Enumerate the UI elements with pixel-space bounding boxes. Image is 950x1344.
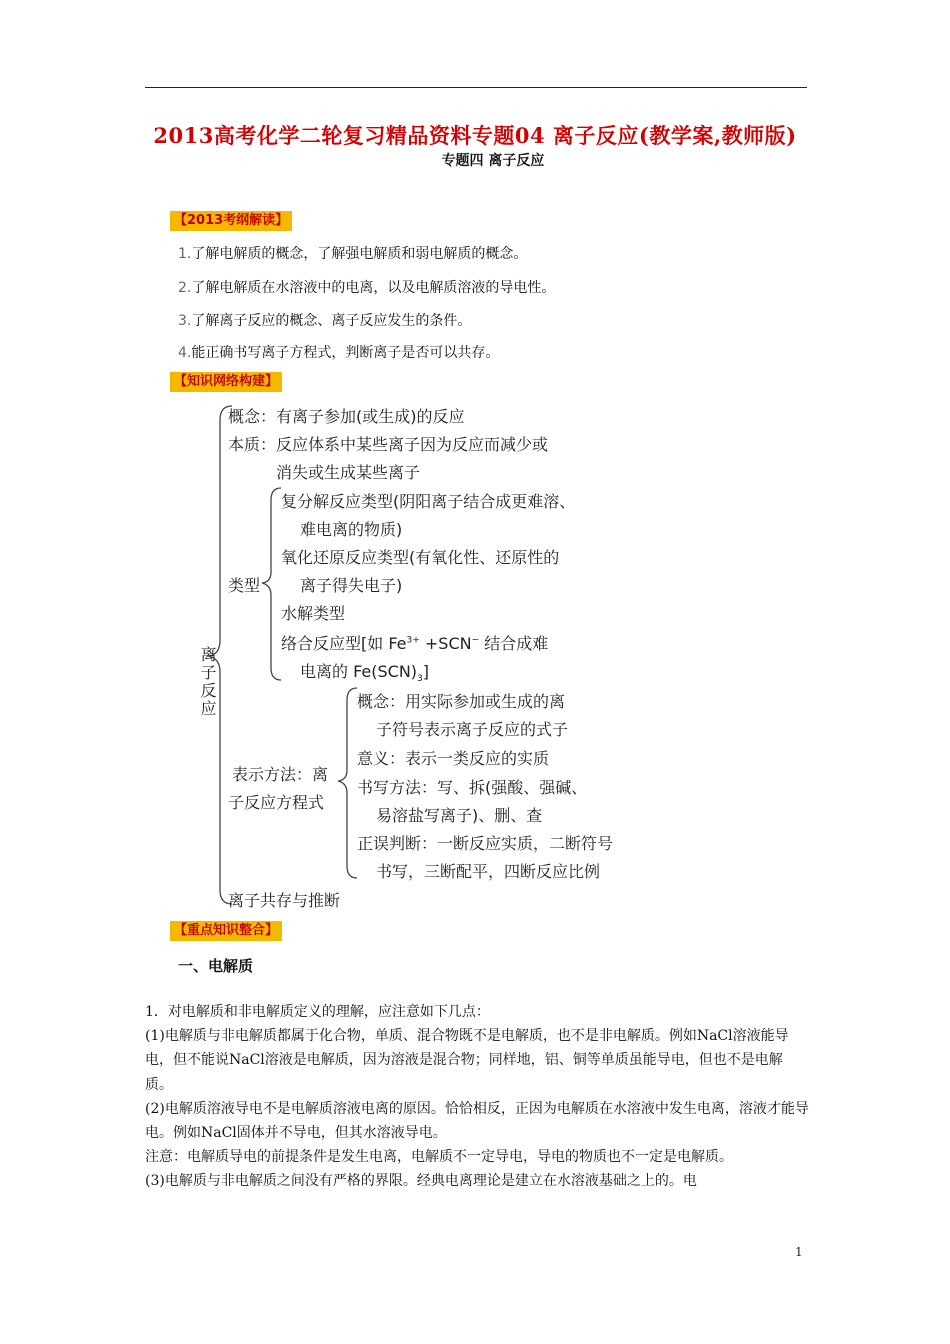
scn-count: 3	[417, 674, 423, 685]
tree-type1-line1: 复分解反应类型(阴阳离子结合成更难溶、	[281, 492, 576, 511]
page-subtitle: 专题四 离子反应	[441, 153, 545, 169]
tree-type2-line2: 离子得失电子)	[300, 576, 403, 595]
tree-method3-line1: 书写方法：写、拆(强酸、强碱、	[357, 778, 588, 797]
types-brace	[262, 488, 281, 680]
body-paragraph: 注意：电解质导电的前提条件是发生电离，电解质不一定导电，导电的物质也不一定是电解质。	[145, 1149, 733, 1166]
type4-text-a: 络合反应型[如 Fe	[281, 634, 407, 653]
type4-text-c: 结合成难	[479, 634, 549, 653]
type4-text-e: ]	[422, 662, 430, 681]
page-title: 2013高考化学二轮复习精品资料专题04 离子反应(教学案,教师版)	[153, 123, 797, 148]
tree-type2-line1: 氧化还原反应类型(有氧化性、还原性的	[281, 548, 560, 567]
body-paragraph: (1)电解质与非电解质都属于化合物，单质、混合物既不是电解质，也不是非电解质。例如NaCl溶液能导电，但不能说NaCl溶液是电解质，因为溶液是混合物；同样地，铝、铜等单质虽能导电，但也不是电解质。	[145, 1028, 789, 1093]
body-paragraph: (3)电解质与非电解质之间没有严格的界限。经典电离理论是建立在水溶液基础之上的。电	[145, 1173, 697, 1190]
fe-charge: 3+	[406, 635, 420, 646]
tree-method-label-line1: 表示方法：离	[232, 765, 329, 784]
tree-method3-line2: 易溶盐写离子)、删、查	[376, 806, 543, 825]
tree-method-label-line2: 子反应方程式	[228, 793, 325, 812]
tree-type1-line2: 难电离的物质)	[300, 520, 403, 539]
tree-method2: 意义：表示一类反应的实质	[357, 749, 550, 768]
item-number: 1.	[178, 246, 192, 262]
scn-charge: −	[471, 635, 480, 646]
tree-type4-line2	[300, 659, 429, 684]
tree-essence-line2: 消失或生成某些离子	[276, 463, 421, 482]
syllabus-badge: 【2013考纲解读】	[170, 211, 292, 231]
tree-types-label: 类型	[228, 576, 261, 595]
section-heading: 一、电解质	[178, 957, 254, 975]
tree-concept: 概念：有离子参加(或生成)的反应	[228, 407, 465, 426]
item-text: 能正确书写离子方程式，判断离子是否可以共存。	[191, 345, 500, 361]
type4-text-d: 电离的 Fe(SCN)	[300, 662, 418, 681]
tree-essence-line1: 本质：反应体系中某些离子因为反应而减少或	[228, 435, 549, 454]
page-number: 1	[795, 1245, 803, 1259]
body-text	[145, 1000, 810, 1194]
network-badge: 【知识网络构建】	[170, 372, 282, 392]
item-text: 了解离子反应的概念、离子反应发生的条件。	[191, 313, 472, 329]
tree-type4-line1	[281, 631, 548, 654]
tree-method4-line2: 书写，三断配平，四断反应比例	[376, 862, 601, 881]
tree-method1-line2: 子符号表示离子反应的式子	[376, 720, 569, 739]
tree-coexist: 离子共存与推断	[228, 891, 341, 910]
method-brace	[338, 688, 357, 878]
item-text: 了解电解质在水溶液中的电离，以及电解质溶液的导电性。	[191, 280, 556, 296]
item-number: 3.	[178, 313, 192, 329]
tree-method4-line1: 正误判断：一断反应实质，二断符号	[357, 834, 614, 853]
key-points-badge: 【重点知识整合】	[170, 921, 282, 941]
tree-method1-line1: 概念：用实际参加或生成的离	[357, 692, 566, 711]
tree-root: 离子反应	[198, 646, 217, 718]
item-text: 了解电解质的概念，了解强电解质和弱电解质的概念。	[191, 246, 528, 262]
body-paragraph: 1．对电解质和非电解质定义的理解，应注意如下几点：	[145, 1004, 490, 1020]
body-paragraph: (2)电解质溶液导电不是电解质溶液电离的原因。恰恰相反，正因为电解质在水溶液中发生电离，溶液才能导电。例如NaCl固体并不导电，但其水溶液导电。	[145, 1100, 809, 1142]
item-number: 4.	[178, 345, 192, 361]
tree-type3: 水解类型	[281, 604, 346, 623]
type4-text-b: +SCN	[419, 634, 472, 653]
item-number: 2.	[178, 280, 192, 296]
